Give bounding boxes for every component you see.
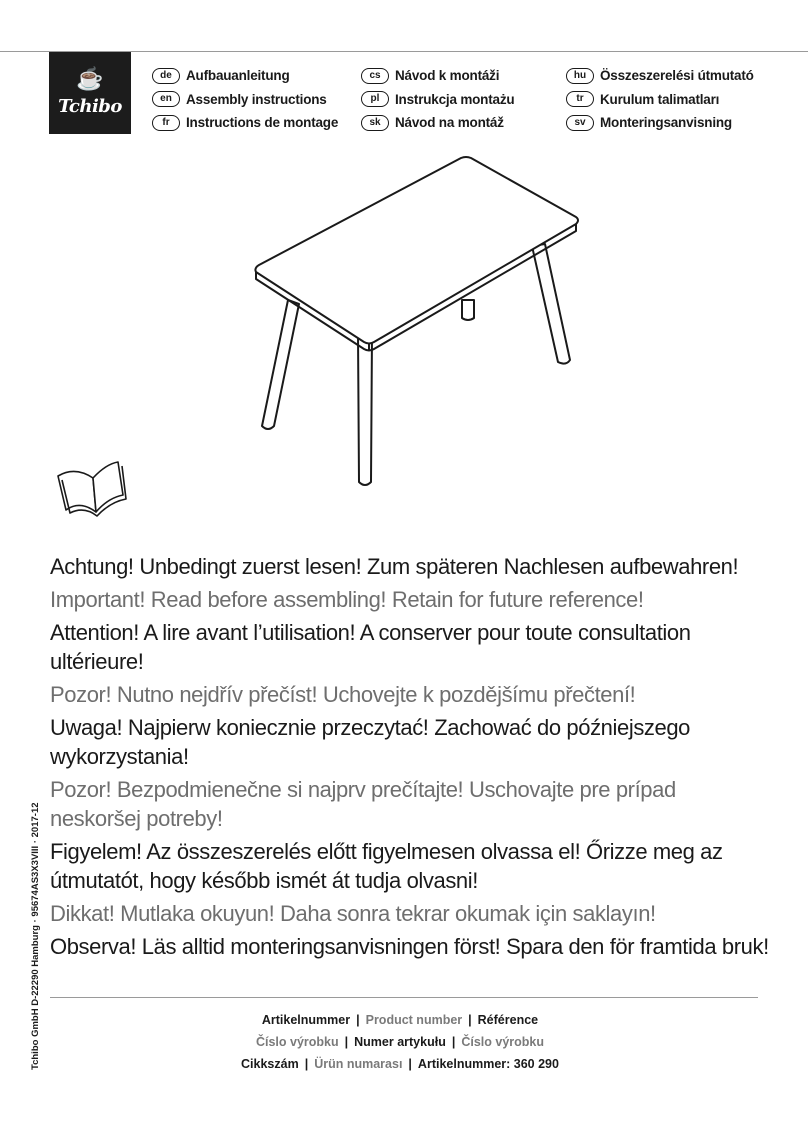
product-number-line-3: Cikkszám | Ürün numarası | Artikelnummer: 360 290 xyxy=(241,1057,559,1071)
language-code-badge: cs xyxy=(361,68,389,84)
language-label: Návod k montáži xyxy=(395,68,500,84)
table-illustration xyxy=(0,0,808,540)
product-number-label: Číslo výrobku xyxy=(255,1035,339,1049)
product-number-value: Artikelnummer: 360 290 xyxy=(417,1057,559,1071)
open-book-icon xyxy=(58,462,126,516)
warning-text: Achtung! Unbedingt zuerst lesen! Zum späteren Nachlesen aufbewahren! xyxy=(50,554,739,579)
warning-text: Uwaga! Najpierw koniecznie przeczytać! Zachować do późniejszego wykorzystania! xyxy=(50,715,691,769)
language-code-badge: fr xyxy=(152,115,180,131)
product-number-label: Numer artykułu xyxy=(354,1035,446,1049)
product-number-label: Artikelnummer xyxy=(261,1013,351,1027)
brand-name: Tchibo xyxy=(58,96,122,117)
language-label: Assembly instructions xyxy=(186,91,327,107)
language-code-badge: hu xyxy=(566,68,594,84)
table-leg-front xyxy=(358,334,372,485)
product-number-label: Référence xyxy=(477,1013,539,1027)
bottom-divider xyxy=(50,997,758,998)
table-top-surface xyxy=(255,157,578,344)
language-code-badge: pl xyxy=(361,91,389,107)
language-code-badge: de xyxy=(152,68,180,84)
imprint-text: Tchibo GmbH D-22290 Hamburg · 95674AS3X3VIII · 2017-12 xyxy=(30,802,41,1070)
table-leg-right xyxy=(532,244,570,364)
language-code-badge: tr xyxy=(566,91,594,107)
warning-text: Important! Read before assembling! Retain for future reference! xyxy=(50,587,644,612)
language-label: Összeszerelési útmutató xyxy=(600,68,754,84)
product-number-line-2: Číslo výrobku | Numer artykułu | Číslo výrobku xyxy=(255,1035,545,1049)
table-leg-back xyxy=(462,300,474,320)
language-label: Monteringsanvisning xyxy=(600,115,732,131)
product-number-label: Product number xyxy=(365,1013,463,1027)
warning-text: Attention! A lire avant l’utilisation! A conserver pour toute consultation ultérieure! xyxy=(50,620,691,674)
table-leg-left xyxy=(262,300,299,429)
language-label: Aufbauanleitung xyxy=(186,68,290,84)
language-code-badge: sk xyxy=(361,115,389,131)
warning-text: Pozor! Nutno nejdřív přečíst! Uchovejte k pozdějšímu přečtení! xyxy=(50,682,636,707)
safety-warnings xyxy=(50,552,770,965)
language-label: Instrukcja montażu xyxy=(395,91,515,107)
language-label: Instructions de montage xyxy=(186,115,339,131)
language-label: Návod na montáž xyxy=(395,115,504,131)
warning-text: Figyelem! Az összeszerelés előtt figyelmesen olvassa el! Őrizze meg az útmutatót, hogy később ismét át tudja olvasni! xyxy=(50,839,723,893)
language-code-badge: sv xyxy=(566,115,594,131)
warning-text: Dikkat! Mutlaka okuyun! Daha sonra tekrar okumak için saklayın! xyxy=(50,901,656,926)
product-number-label: Ürün numarası xyxy=(314,1057,403,1071)
product-number-label: Cikkszám xyxy=(241,1057,299,1071)
product-number-line-1: Artikelnummer | Product number | Référence xyxy=(261,1013,539,1027)
product-number-label: Číslo výrobku xyxy=(461,1035,545,1049)
warning-text: Observa! Läs alltid monteringsanvisningen först! Spara den för framtida bruk! xyxy=(50,934,769,959)
language-code-badge: en xyxy=(152,91,180,107)
warning-text: Pozor! Bezpodmienečne si najprv prečítajte! Uschovajte pre prípad neskoršej potreby! xyxy=(50,777,676,831)
cup-logo-icon: ☕ xyxy=(76,66,104,92)
language-label: Kurulum talimatları xyxy=(600,91,720,107)
